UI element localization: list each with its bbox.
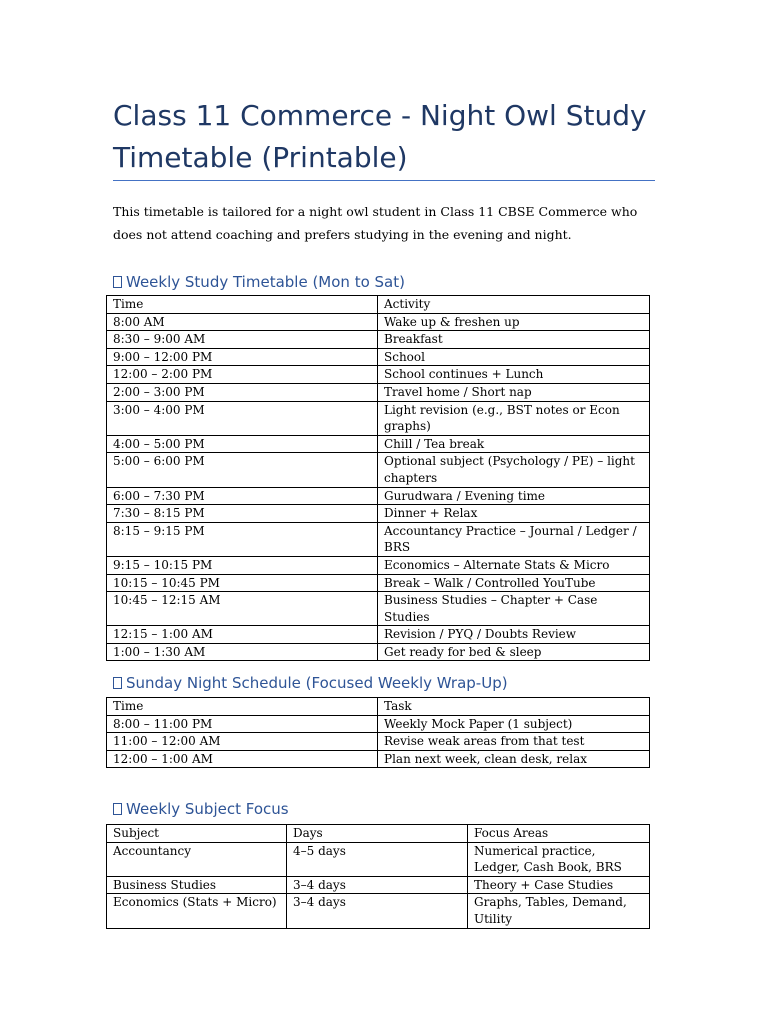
table-row [107,715,650,733]
table-header-row [107,825,650,843]
table-row [107,487,650,505]
table-cell: Chill / Tea break [378,435,650,453]
table-row [107,750,650,768]
table-row [107,842,650,876]
table-cell: 8:30 – 9:00 AM [107,331,378,349]
table-cell: Theory + Case Studies [468,876,650,894]
table-cell: Business Studies – Chapter + Case Studies [378,592,650,626]
missing-glyph-icon [113,803,122,815]
table-cell: 8:15 – 9:15 PM [107,522,378,556]
table-cell: Get ready for bed & sleep [378,643,650,661]
table-row [107,331,650,349]
table-cell: Wake up & freshen up [378,313,650,331]
table-cell: 9:15 – 10:15 PM [107,556,378,574]
weekly-heading-text: Weekly Study Timetable (Mon to Sat) [126,273,405,291]
sunday-section-heading [113,673,508,693]
sunday-heading-text: Sunday Night Schedule (Focused Weekly Wrap-Up) [126,674,508,692]
column-header-time: Time [107,296,378,314]
table-cell: Revise weak areas from that test [378,733,650,751]
table-cell: 11:00 – 12:00 AM [107,733,378,751]
table-cell: Optional subject (Psychology / PE) – light chapters [378,453,650,487]
table-cell: Accountancy [107,842,287,876]
focus-heading-text: Weekly Subject Focus [126,800,289,818]
column-header-activity: Activity [378,296,650,314]
table-cell: Weekly Mock Paper (1 subject) [378,715,650,733]
table-row [107,626,650,644]
column-header-subject: Subject [107,825,287,843]
table-cell: Travel home / Short nap [378,383,650,401]
table-cell: 3–4 days [287,876,468,894]
column-header-time: Time [107,698,378,716]
column-header-days: Days [287,825,468,843]
table-cell: 8:00 AM [107,313,378,331]
table-cell: Break – Walk / Controlled YouTube [378,574,650,592]
intro-paragraph: This timetable is tailored for a night owl student in Class 11 CBSE Commerce who does not attend coaching and prefers studying in the evening and night. [113,204,638,242]
table-cell: Dinner + Relax [378,505,650,523]
table-row [107,733,650,751]
table-cell: School [378,348,650,366]
sunday-schedule-table [106,697,650,768]
table-cell: 12:00 – 1:00 AM [107,750,378,768]
table-cell: 8:00 – 11:00 PM [107,715,378,733]
table-cell: 12:00 – 2:00 PM [107,366,378,384]
table-row [107,894,650,928]
table-cell: Accountancy Practice – Journal / Ledger / BRS [378,522,650,556]
table-row [107,435,650,453]
table-row [107,401,650,435]
table-cell: Plan next week, clean desk, relax [378,750,650,768]
table-cell: 10:45 – 12:15 AM [107,592,378,626]
table-cell: 4–5 days [287,842,468,876]
focus-section-heading [113,799,289,819]
table-cell: 10:15 – 10:45 PM [107,574,378,592]
table-cell: 6:00 – 7:30 PM [107,487,378,505]
table-row [107,313,650,331]
table-cell: 4:00 – 5:00 PM [107,435,378,453]
table-cell: 1:00 – 1:30 AM [107,643,378,661]
table-row [107,574,650,592]
table-cell: School continues + Lunch [378,366,650,384]
table-cell: Breakfast [378,331,650,349]
table-row [107,366,650,384]
table-cell: 3–4 days [287,894,468,928]
table-row [107,876,650,894]
table-cell: Numerical practice, Ledger, Cash Book, BRS [468,842,650,876]
table-row [107,556,650,574]
table-cell: Gurudwara / Evening time [378,487,650,505]
table-cell: 12:15 – 1:00 AM [107,626,378,644]
table-cell: Revision / PYQ / Doubts Review [378,626,650,644]
table-cell: Business Studies [107,876,287,894]
document-title: Class 11 Commerce - Night Owl Study Timetable (Printable) [113,99,647,174]
table-row [107,348,650,366]
weekly-timetable [106,295,650,661]
table-cell: Graphs, Tables, Demand, Utility [468,894,650,928]
missing-glyph-icon [113,677,122,689]
column-header-focus-areas: Focus Areas [468,825,650,843]
subject-focus-table [106,824,650,929]
table-cell: 5:00 – 6:00 PM [107,453,378,487]
table-row [107,453,650,487]
table-cell: Economics – Alternate Stats & Micro [378,556,650,574]
table-cell: 7:30 – 8:15 PM [107,505,378,523]
table-cell: Economics (Stats + Micro) [107,894,287,928]
table-cell: 9:00 – 12:00 PM [107,348,378,366]
table-cell: 3:00 – 4:00 PM [107,401,378,435]
table-header-row [107,296,650,314]
table-row [107,522,650,556]
weekly-section-heading [113,272,405,292]
table-cell: Light revision (e.g., BST notes or Econ graphs) [378,401,650,435]
table-row [107,383,650,401]
column-header-task: Task [378,698,650,716]
missing-glyph-icon [113,276,122,288]
table-header-row [107,698,650,716]
table-row [107,505,650,523]
title-divider [113,180,655,181]
table-cell: 2:00 – 3:00 PM [107,383,378,401]
table-row [107,592,650,626]
table-row [107,643,650,661]
